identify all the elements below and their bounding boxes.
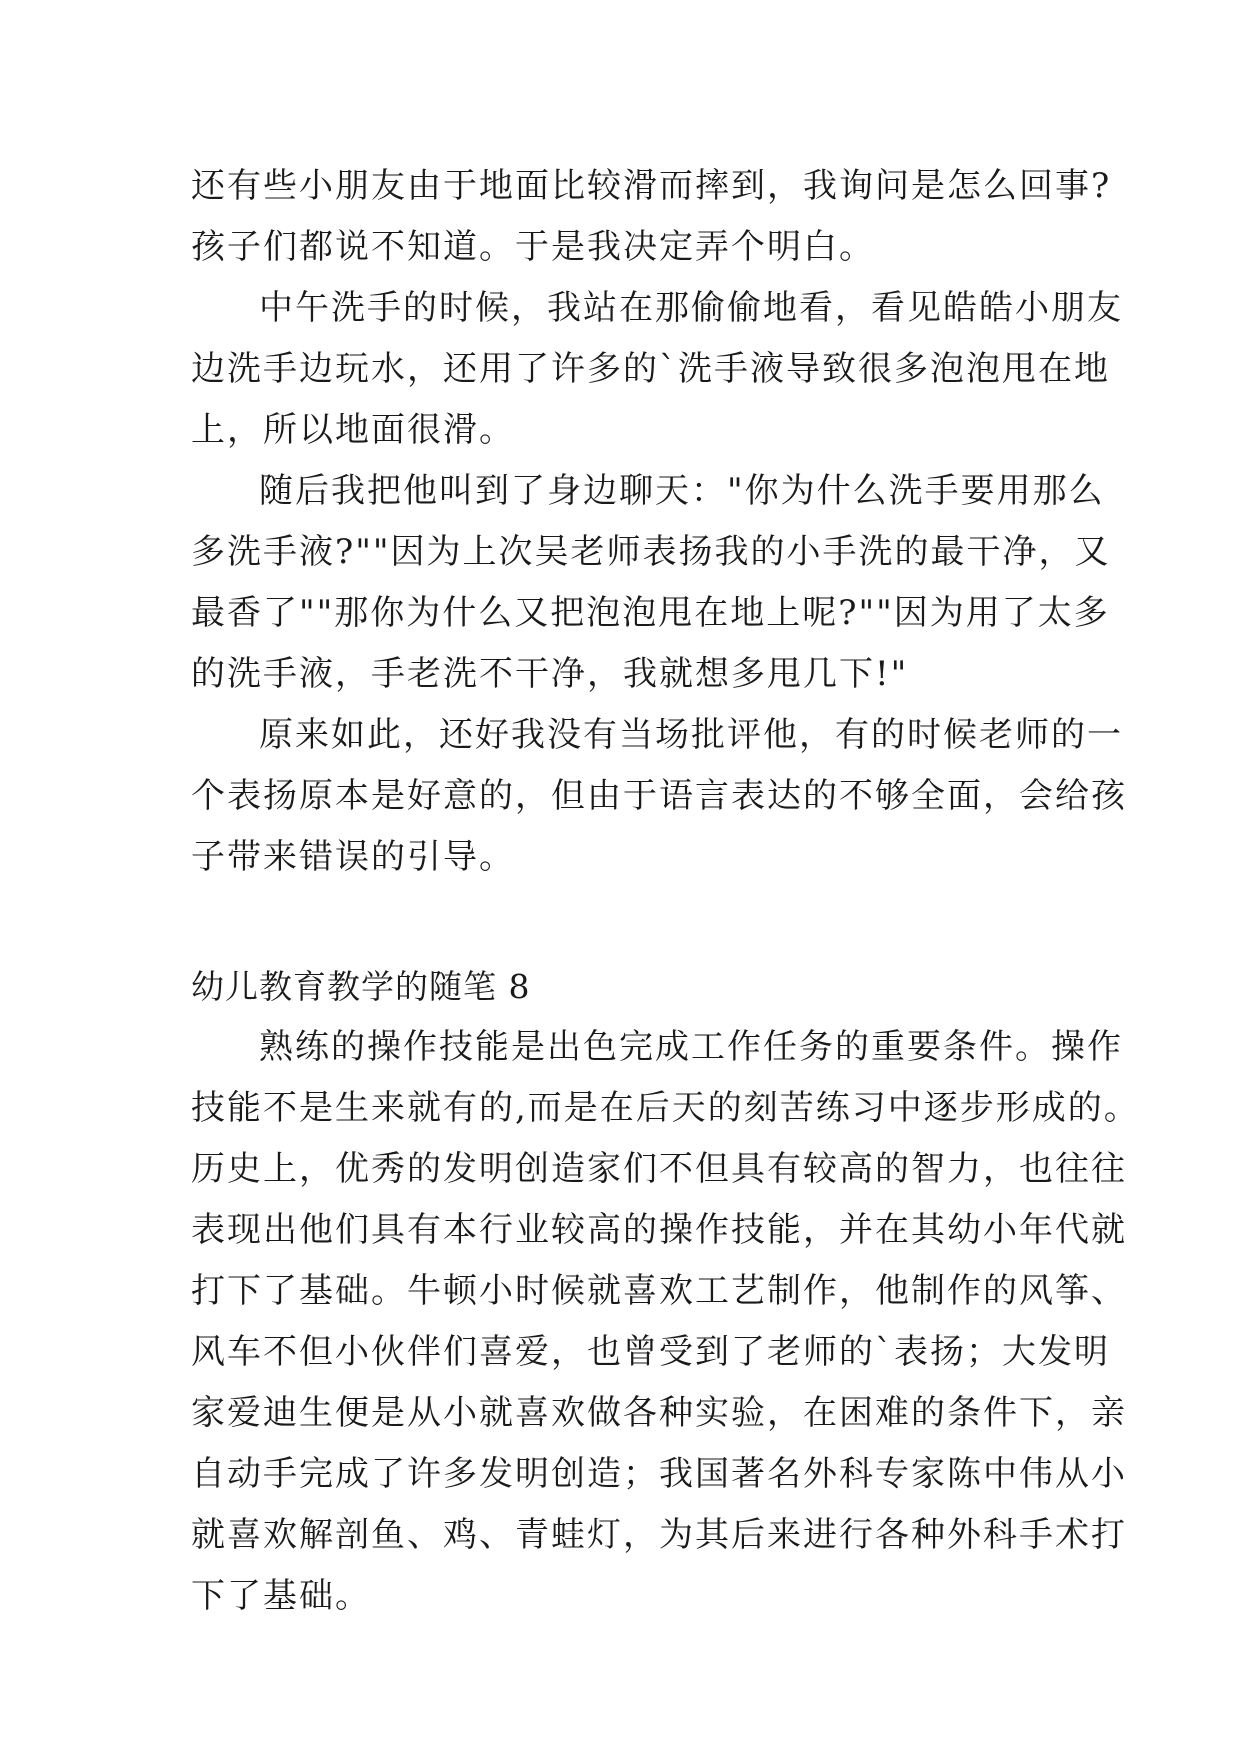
text-line: 就喜欢解剖鱼、鸡、青蛙灯，为其后来进行各种外科手术打 [191,1515,1127,1555]
text-line: 个表扬原本是好意的，但由于语言表达的不够全面，会给孩 [191,776,1127,816]
paragraph [191,156,1112,278]
text-line: 子带来错误的引导。 [191,837,515,877]
text-line: 孩子们都说不知道。于是我决定弄个明白。 [191,227,875,267]
text-line: 多洗手液?""因为上次吴老师表扬我的小手洗的最干净，又 [191,532,1111,572]
text-line: 最香了""那你为什么又把泡泡甩在地上呢?""因为用了太多 [191,593,1110,633]
paragraph [191,705,1127,888]
text-line: 技能不是生来就有的,而是在后天的刻苦练习中逐步形成的。 [191,1088,1140,1128]
paragraph [191,461,1111,705]
text-line: 边洗手边玩水，还用了许多的`洗手液导致很多泡泡甩在地 [191,349,1110,389]
text-line: 家爱迪生便是从小就喜欢做各种实验，在困难的条件下，亲 [191,1393,1127,1433]
text-line: 的洗手液，手老洗不干净，我就想多甩几下!" [191,654,909,694]
paragraph [191,278,1123,461]
text-line: 中午洗手的时候，我站在那偷偷地看，看见皓皓小朋友 [259,288,1123,328]
text-line: 熟练的操作技能是出色完成工作任务的重要条件。操作 [259,1027,1123,1067]
text-line: 风车不但小伙伴们喜爱，也曾受到了老师的`表扬；大发明 [191,1332,1110,1372]
text-line: 下了基础。 [191,1576,371,1616]
document-page [191,156,1140,1627]
text-line: 打下了基础。牛顿小时候就喜欢工艺制作，他制作的风筝、 [191,1271,1127,1311]
text-line: 还有些小朋友由于地面比较滑而摔到，我询问是怎么回事? [191,166,1112,206]
section-spacer [191,888,1051,956]
text-line: 历史上，优秀的发明创造家们不但具有较高的智力，也往往 [191,1149,1127,1189]
paragraph [191,1017,1140,1627]
text-line: 上，所以地面很滑。 [191,410,515,450]
text-line: 原来如此，还好我没有当场批评他，有的时候老师的一 [259,715,1123,755]
text-line: 表现出他们具有本行业较高的操作技能，并在其幼小年代就 [191,1210,1127,1250]
text-line: 随后我把他叫到了身边聊天："你为什么洗手要用那么 [259,471,1105,511]
text-line: 自动手完成了许多发明创造；我国著名外科专家陈中伟从小 [191,1454,1127,1494]
section-title: 幼儿教育教学的随笔 8 [191,967,531,1006]
